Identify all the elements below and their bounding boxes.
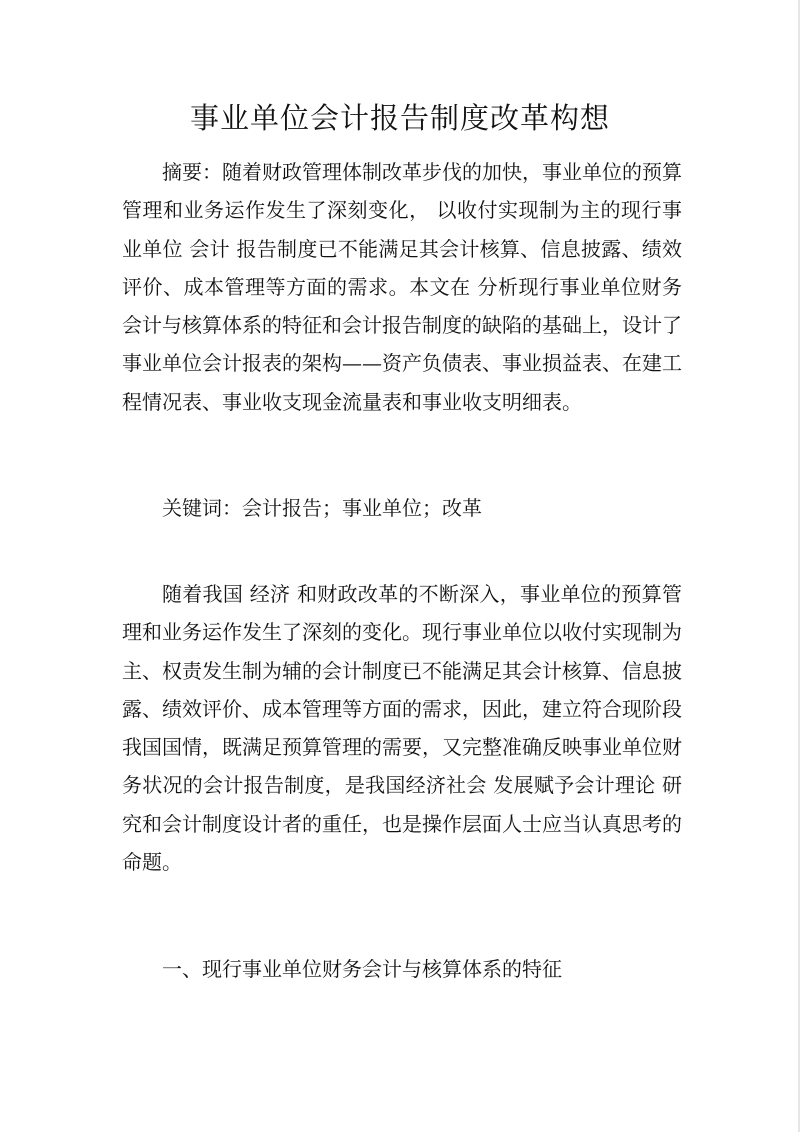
section-heading: 一、现行事业单位财务会计与核算体系的特征 bbox=[162, 957, 562, 981]
keywords-line: 关键词：会计报告；事业单位；改革 bbox=[162, 496, 482, 520]
introduction-paragraph: 随着我国 经济 和财政改革的不断深入，事业单位的预算管理和业务运作发生了深刻的变化。现行事业单位以收付实现制为主、权责发生制为辅的会计制度已不能满足其会计核算、信息披露、绩效评价、成本管理等方面的需求，因此，建立符合现阶段我国国情，既满足预算管理的需要，又完整准确反映事业单位财务状况的会计报告制度，是我国经济社会 发展赋予会计理论 研究和会计制度设计者的重任，也是操作层面人士应当认真思考的命题。 bbox=[122, 582, 682, 875]
document-title: 事业单位会计报告制度改革构想 bbox=[189, 101, 610, 135]
abstract-paragraph: 摘要：随着财政管理体制改革步伐的加快，事业单位的预算管理和业务运作发生了深刻变化， 以收付实现制为主的现行事业单位 会计 报告制度已不能满足其会计核算、信息披露、绩效评价、成本管理等方面的需求。本文在 分析现行事业单位财务会计与核算体系的特征和会计报告制度的缺陷的基础上，设计了事业单位会计报表的架构——资产负债表、事业损益表、在建工程情况表、事业收支现金流量表和事业收支明细表。 bbox=[122, 160, 682, 414]
